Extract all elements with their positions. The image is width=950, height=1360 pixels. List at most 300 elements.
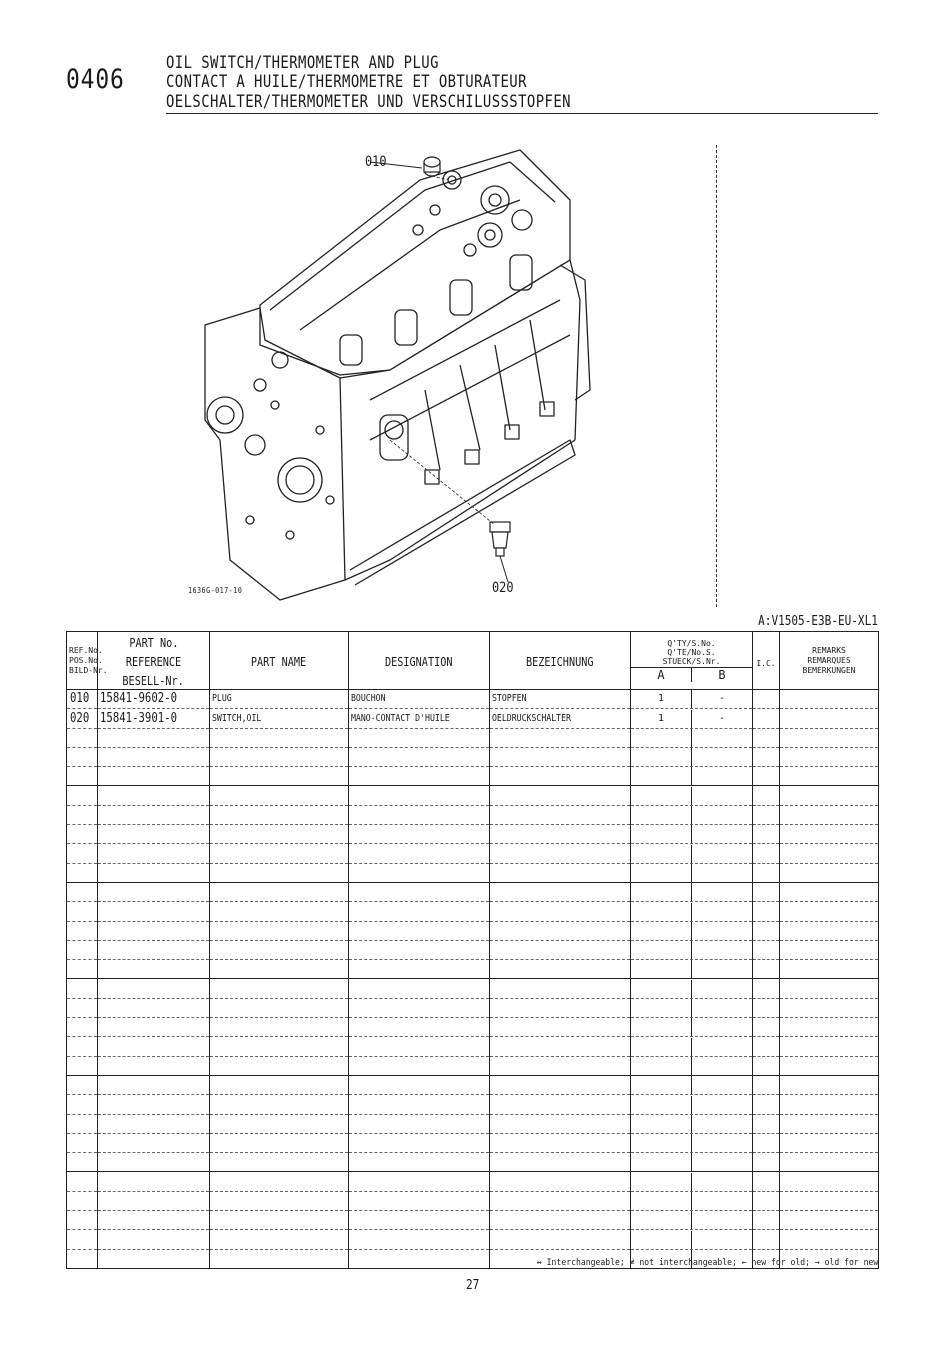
table-row-empty xyxy=(67,1172,879,1191)
cell-bezeichnung xyxy=(490,690,631,709)
cell-qty xyxy=(631,979,753,998)
cell-designation xyxy=(349,1172,490,1191)
cell-ref xyxy=(67,1191,98,1210)
cell-remarks xyxy=(780,690,879,709)
cell-designation xyxy=(349,825,490,844)
cell-remarks xyxy=(780,960,879,979)
table-row-empty xyxy=(67,940,879,959)
cell-ic xyxy=(753,844,780,863)
cell-ref xyxy=(67,728,98,747)
table-row-empty xyxy=(67,786,879,805)
cell-remarks xyxy=(780,1230,879,1249)
cell-bezeichnung xyxy=(490,1114,631,1133)
table-row-empty xyxy=(67,767,879,786)
cell-part-name xyxy=(210,690,349,709)
cell-part-no xyxy=(98,1075,210,1094)
cell-bezeichnung xyxy=(490,1172,631,1191)
cell-ic xyxy=(753,747,780,766)
header-part-name-label: PART NAME xyxy=(251,655,307,669)
cell-ref xyxy=(67,1249,98,1268)
cell-ref xyxy=(67,1230,98,1249)
cell-ic xyxy=(753,1133,780,1152)
cell-remarks xyxy=(780,825,879,844)
cell-qty xyxy=(631,805,753,824)
cell-remarks xyxy=(780,998,879,1017)
cell-part-name xyxy=(210,728,349,747)
cell-ic xyxy=(753,690,780,709)
cell-bezeichnung xyxy=(490,1037,631,1056)
cell-ref xyxy=(67,863,98,882)
cell-ic xyxy=(753,1056,780,1075)
cell-bezeichnung xyxy=(490,825,631,844)
cell-part-no-text: 15841-9602-0 xyxy=(100,691,178,707)
divider-dashed xyxy=(716,145,717,607)
cell-ic xyxy=(753,1191,780,1210)
cell-remarks xyxy=(780,882,879,901)
cell-qty xyxy=(631,690,753,709)
table-row xyxy=(67,690,879,709)
cell-part-no xyxy=(98,979,210,998)
cell-designation xyxy=(349,998,490,1017)
cell-bezeichnung xyxy=(490,1075,631,1094)
cell-part-no xyxy=(98,709,210,728)
cell-ref xyxy=(67,998,98,1017)
title-german: OELSCHALTER/THERMOMETER UND VERSCHILUSSSTOPFEN xyxy=(166,92,571,112)
cell-qty-a: 1 xyxy=(631,710,692,728)
header-bezeichnung-label: BEZEICHNUNG xyxy=(526,655,594,669)
cell-qty-b: - xyxy=(718,693,726,705)
cell-bezeichnung xyxy=(490,1056,631,1075)
cell-designation xyxy=(349,767,490,786)
cell-designation xyxy=(349,786,490,805)
cell-designation xyxy=(349,960,490,979)
cell-bezeichnung xyxy=(490,882,631,901)
table-row-empty xyxy=(67,844,879,863)
header-part-no-de: BESELL-Nr. xyxy=(122,674,185,688)
cell-part-name xyxy=(210,844,349,863)
cell-part-name-text: SWITCH,OIL xyxy=(212,712,262,724)
model-code: A:V1505-E3B-EU-XL1 xyxy=(758,614,878,629)
cell-part-name xyxy=(210,960,349,979)
table-row-empty xyxy=(67,921,879,940)
cell-designation xyxy=(349,1037,490,1056)
table-row-empty xyxy=(67,902,879,921)
header-bezeichnung xyxy=(490,632,631,690)
cell-designation xyxy=(349,709,490,728)
cell-ref xyxy=(67,1075,98,1094)
table-row-empty xyxy=(67,1133,879,1152)
cell-part-no xyxy=(98,1037,210,1056)
header-part-no-en: PART No. xyxy=(128,636,179,650)
cell-qty xyxy=(631,1133,753,1152)
cell-bezeichnung xyxy=(490,1211,631,1230)
cell-part-no xyxy=(98,960,210,979)
cell-ref xyxy=(67,1037,98,1056)
cell-ic xyxy=(753,1018,780,1037)
cell-part-no xyxy=(98,1249,210,1268)
cell-remarks xyxy=(780,728,879,747)
table-row-empty xyxy=(67,882,879,901)
cell-designation xyxy=(349,902,490,921)
cell-part-name xyxy=(210,1114,349,1133)
interchangeability-legend: ↔ Interchangeable; ≠ not interchangeable; ← new for old; → old for new xyxy=(536,1258,878,1268)
cell-ic xyxy=(753,767,780,786)
table-row-empty xyxy=(67,1075,879,1094)
cell-remarks xyxy=(780,709,879,728)
cell-designation xyxy=(349,690,490,709)
cell-ref xyxy=(67,960,98,979)
cell-part-name xyxy=(210,1095,349,1114)
cell-remarks xyxy=(780,786,879,805)
table-row-empty xyxy=(67,863,879,882)
table-row-empty xyxy=(67,805,879,824)
table-row-empty xyxy=(67,1056,879,1075)
header-qty xyxy=(631,632,753,690)
cell-ref xyxy=(67,1114,98,1133)
cell-designation xyxy=(349,882,490,901)
cell-remarks xyxy=(780,1191,879,1210)
cell-remarks xyxy=(780,844,879,863)
table-row-empty xyxy=(67,1191,879,1210)
cell-remarks xyxy=(780,767,879,786)
cell-part-name xyxy=(210,767,349,786)
table-row-empty xyxy=(67,1230,879,1249)
table-row-empty xyxy=(67,998,879,1017)
cell-part-name xyxy=(210,1153,349,1172)
cell-bezeichnung xyxy=(490,1095,631,1114)
cell-remarks xyxy=(780,747,879,766)
section-number: 0406 xyxy=(66,64,125,95)
cell-bezeichnung xyxy=(490,1230,631,1249)
cell-qty xyxy=(631,1153,753,1172)
cell-part-name xyxy=(210,825,349,844)
header-remarks-de: BEMERKUNGEN xyxy=(802,665,856,675)
cell-remarks xyxy=(780,1037,879,1056)
cell-ic xyxy=(753,709,780,728)
table-header-row xyxy=(67,632,879,690)
cell-ic xyxy=(753,1075,780,1094)
cell-ic xyxy=(753,902,780,921)
cell-remarks xyxy=(780,1018,879,1037)
cell-bezeichnung-text: STOPFEN xyxy=(492,693,527,705)
cell-designation xyxy=(349,1018,490,1037)
title-french: CONTACT A HUILE/THERMOMETRE ET OBTURATEUR xyxy=(166,72,527,92)
header-qty-fr: Q'TE/No.S. xyxy=(667,648,716,657)
cell-bezeichnung xyxy=(490,1153,631,1172)
cell-designation xyxy=(349,1095,490,1114)
header-remarks-en: REMARKS xyxy=(812,645,846,655)
cell-ic xyxy=(753,1230,780,1249)
cell-part-name xyxy=(210,863,349,882)
table-row-empty xyxy=(67,1153,879,1172)
cell-part-no xyxy=(98,844,210,863)
cell-designation xyxy=(349,747,490,766)
table-row-empty xyxy=(67,979,879,998)
cell-bezeichnung xyxy=(490,844,631,863)
cell-part-no xyxy=(98,747,210,766)
cell-qty xyxy=(631,1037,753,1056)
cell-part-name xyxy=(210,1191,349,1210)
cell-part-name xyxy=(210,902,349,921)
cell-part-no xyxy=(98,1211,210,1230)
cell-bezeichnung xyxy=(490,902,631,921)
cell-designation xyxy=(349,1056,490,1075)
cell-ic xyxy=(753,1095,780,1114)
cell-qty xyxy=(631,1018,753,1037)
table-row-empty xyxy=(67,1211,879,1230)
cell-remarks xyxy=(780,1211,879,1230)
cell-designation xyxy=(349,1075,490,1094)
cell-ref-text: 010 xyxy=(70,691,90,707)
cell-part-name xyxy=(210,805,349,824)
cell-part-no xyxy=(98,940,210,959)
cell-part-name xyxy=(210,979,349,998)
cell-designation xyxy=(349,1249,490,1268)
cell-designation xyxy=(349,979,490,998)
cell-qty xyxy=(631,882,753,901)
illustration-code: 1636G-017-10 xyxy=(188,586,243,595)
cell-ic xyxy=(753,863,780,882)
engine-block-illustration xyxy=(190,140,610,600)
cell-ref xyxy=(67,709,98,728)
cell-part-no xyxy=(98,1056,210,1075)
cell-ref xyxy=(67,1153,98,1172)
cell-part-no xyxy=(98,1230,210,1249)
cell-part-no xyxy=(98,863,210,882)
cell-designation xyxy=(349,1211,490,1230)
cell-bezeichnung xyxy=(490,979,631,998)
cell-ic xyxy=(753,940,780,959)
cell-part-name xyxy=(210,1018,349,1037)
title-english: OIL SWITCH/THERMOMETER AND PLUG xyxy=(166,53,439,73)
cell-remarks xyxy=(780,1095,879,1114)
table-row-empty xyxy=(67,1018,879,1037)
cell-remarks xyxy=(780,1056,879,1075)
cell-part-no xyxy=(98,998,210,1017)
table-row-empty xyxy=(67,960,879,979)
cell-bezeichnung xyxy=(490,863,631,882)
cell-ref xyxy=(67,1172,98,1191)
cell-ic xyxy=(753,1172,780,1191)
cell-part-no xyxy=(98,786,210,805)
cell-ic xyxy=(753,921,780,940)
cell-ref xyxy=(67,902,98,921)
cell-ref xyxy=(67,1095,98,1114)
cell-bezeichnung xyxy=(490,805,631,824)
cell-part-no xyxy=(98,882,210,901)
cell-designation xyxy=(349,940,490,959)
cell-part-name xyxy=(210,747,349,766)
header-designation xyxy=(349,632,490,690)
cell-bezeichnung xyxy=(490,786,631,805)
cell-designation xyxy=(349,1191,490,1210)
cell-ref xyxy=(67,979,98,998)
cell-designation xyxy=(349,844,490,863)
cell-part-name xyxy=(210,1037,349,1056)
cell-ref xyxy=(67,786,98,805)
cell-qty xyxy=(631,960,753,979)
cell-qty xyxy=(631,863,753,882)
header-ref-fr: POS.No. xyxy=(69,655,103,665)
cell-part-name xyxy=(210,1172,349,1191)
callout-010: 010 xyxy=(365,154,387,170)
cell-qty xyxy=(631,709,753,728)
cell-designation xyxy=(349,1153,490,1172)
cell-qty xyxy=(631,1230,753,1249)
cell-remarks xyxy=(780,1133,879,1152)
cell-qty xyxy=(631,844,753,863)
cell-part-no xyxy=(98,825,210,844)
cell-part-name xyxy=(210,882,349,901)
cell-bezeichnung xyxy=(490,728,631,747)
header-ic xyxy=(753,632,780,690)
cell-bezeichnung xyxy=(490,998,631,1017)
cell-part-no xyxy=(98,1133,210,1152)
cell-part-name xyxy=(210,1075,349,1094)
cell-part-name xyxy=(210,1249,349,1268)
header-remarks xyxy=(780,632,879,690)
cell-ref xyxy=(67,1056,98,1075)
parts-table xyxy=(66,631,879,1269)
cell-remarks xyxy=(780,1172,879,1191)
cell-part-name xyxy=(210,1230,349,1249)
cell-bezeichnung xyxy=(490,767,631,786)
table-row-empty xyxy=(67,747,879,766)
header-part-name xyxy=(210,632,349,690)
cell-bezeichnung-text: OELDRUCKSCHALTER xyxy=(492,712,571,724)
header-part-no-fr: REFERENCE xyxy=(125,655,182,669)
cell-qty-b: - xyxy=(718,712,726,724)
cell-designation xyxy=(349,728,490,747)
cell-qty xyxy=(631,1095,753,1114)
cell-designation xyxy=(349,805,490,824)
cell-bezeichnung xyxy=(490,1191,631,1210)
cell-bezeichnung xyxy=(490,921,631,940)
header-part-no xyxy=(98,632,210,690)
header-rule xyxy=(166,113,878,114)
cell-part-name xyxy=(210,940,349,959)
cell-qty xyxy=(631,786,753,805)
header-ref-en: REF.No. xyxy=(69,645,103,655)
cell-qty xyxy=(631,767,753,786)
cell-part-no xyxy=(98,921,210,940)
cell-remarks xyxy=(780,940,879,959)
header-qty-en: Q'TY/S.No. xyxy=(667,639,716,648)
cell-part-no xyxy=(98,767,210,786)
cell-qty xyxy=(631,1191,753,1210)
cell-bezeichnung xyxy=(490,747,631,766)
cell-qty xyxy=(631,1075,753,1094)
header-ic-label: I.C. xyxy=(756,659,776,668)
cell-ref xyxy=(67,805,98,824)
cell-qty xyxy=(631,825,753,844)
cell-ic xyxy=(753,1211,780,1230)
cell-ref xyxy=(67,1018,98,1037)
cell-part-no-text: 15841-3901-0 xyxy=(100,710,178,726)
cell-ic xyxy=(753,882,780,901)
cell-qty xyxy=(631,747,753,766)
cell-bezeichnung xyxy=(490,1018,631,1037)
cell-ic xyxy=(753,960,780,979)
cell-ref xyxy=(67,940,98,959)
cell-qty-a: 1 xyxy=(631,690,692,708)
cell-bezeichnung xyxy=(490,709,631,728)
header-remarks-fr: REMARQUES xyxy=(807,655,851,665)
cell-ref xyxy=(67,921,98,940)
cell-remarks xyxy=(780,1114,879,1133)
cell-designation xyxy=(349,863,490,882)
cell-part-name xyxy=(210,1056,349,1075)
cell-qty xyxy=(631,998,753,1017)
table-row-empty xyxy=(67,1095,879,1114)
cell-part-no xyxy=(98,1153,210,1172)
header-ref xyxy=(67,632,108,690)
cell-remarks xyxy=(780,1153,879,1172)
cell-qty xyxy=(631,1172,753,1191)
cell-ic xyxy=(753,998,780,1017)
cell-part-no xyxy=(98,902,210,921)
cell-ref xyxy=(67,690,98,709)
cell-qty xyxy=(631,1056,753,1075)
cell-ref xyxy=(67,747,98,766)
cell-ic xyxy=(753,1037,780,1056)
table-row xyxy=(67,709,879,728)
table-body xyxy=(67,690,879,1269)
cell-part-name xyxy=(210,921,349,940)
cell-remarks xyxy=(780,921,879,940)
cell-part-name xyxy=(210,1211,349,1230)
cell-remarks xyxy=(780,979,879,998)
cell-part-no xyxy=(98,1191,210,1210)
header-qty-de: STUECK/S.Nr. xyxy=(662,657,721,666)
cell-qty xyxy=(631,728,753,747)
cell-remarks xyxy=(780,805,879,824)
cell-ic xyxy=(753,1153,780,1172)
cell-ic xyxy=(753,805,780,824)
cell-ic xyxy=(753,979,780,998)
cell-part-no xyxy=(98,1114,210,1133)
cell-part-no xyxy=(98,690,210,709)
cell-qty xyxy=(631,1211,753,1230)
cell-bezeichnung xyxy=(490,960,631,979)
header-qty-b: B xyxy=(718,668,726,682)
cell-ic xyxy=(753,728,780,747)
cell-ref xyxy=(67,1211,98,1230)
cell-designation xyxy=(349,1133,490,1152)
cell-ref xyxy=(67,882,98,901)
cell-part-name xyxy=(210,1133,349,1152)
cell-part-no xyxy=(98,1018,210,1037)
table-row-empty xyxy=(67,1114,879,1133)
cell-ref xyxy=(67,825,98,844)
cell-part-no xyxy=(98,728,210,747)
cell-designation xyxy=(349,921,490,940)
cell-remarks xyxy=(780,902,879,921)
cell-designation-text: MANO-CONTACT D'HUILE xyxy=(351,712,450,724)
header-qty-a: A xyxy=(631,668,692,682)
table-row-empty xyxy=(67,728,879,747)
cell-bezeichnung xyxy=(490,1133,631,1152)
cell-part-no xyxy=(98,1095,210,1114)
cell-part-name-text: PLUG xyxy=(212,693,232,705)
cell-ref-text: 020 xyxy=(70,710,90,726)
cell-remarks xyxy=(780,863,879,882)
header-designation-label: DESIGNATION xyxy=(385,655,453,669)
cell-designation xyxy=(349,1114,490,1133)
cell-part-name xyxy=(210,709,349,728)
cell-remarks xyxy=(780,1075,879,1094)
cell-qty xyxy=(631,902,753,921)
